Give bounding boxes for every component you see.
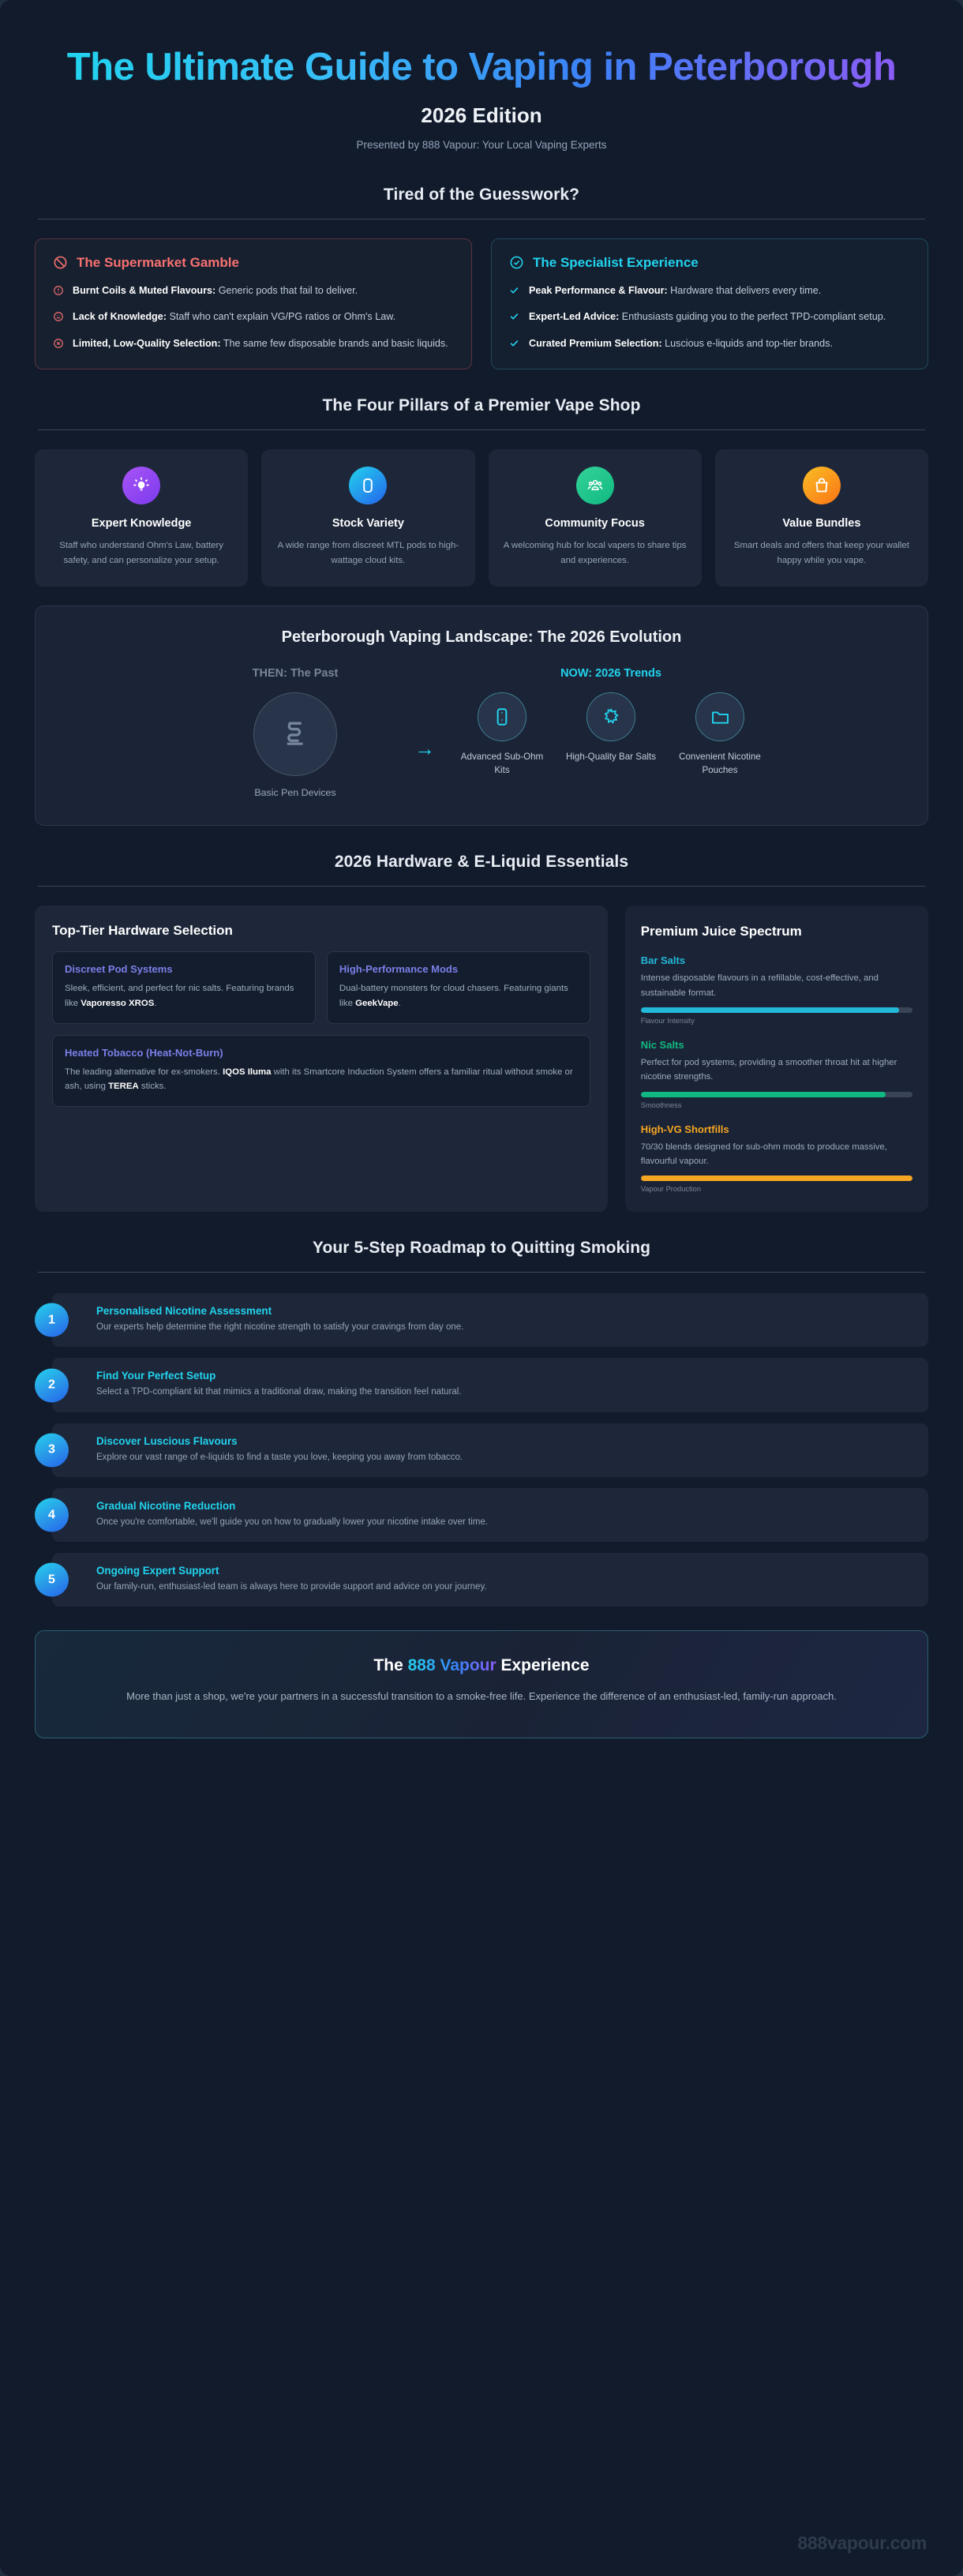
divider (38, 1272, 925, 1273)
check-icon (509, 338, 521, 352)
alert-circle-icon (53, 285, 65, 299)
step-title: Discover Luscious Flavours (96, 1434, 238, 1447)
card-title: The Supermarket Gamble (77, 254, 239, 270)
card-desc (65, 1065, 578, 1094)
roadmap-step (48, 1358, 928, 1412)
juice-panel-title: Premium Juice Spectrum (640, 924, 802, 939)
pillar-title: Community Focus (545, 517, 645, 531)
trend-caption: Convenient Nicotine Pouches (679, 752, 761, 776)
pillar-desc: A welcoming hub for local vapers to share tips and experiences. (503, 541, 687, 565)
step-title: Ongoing Expert Support (96, 1565, 219, 1577)
card-title: High-Performance Mods (339, 963, 459, 976)
ban-icon (53, 255, 68, 270)
check-icon (509, 285, 521, 299)
desc-tail: sticks. (138, 1082, 167, 1092)
hero-subtitle: Presented by 888 Vapour: Your Local Vaping Experts (356, 138, 607, 151)
progress-label: Smoothness (640, 1101, 682, 1109)
then-label: THEN: The Past (252, 667, 339, 681)
vape-pod-icon (349, 467, 387, 504)
roadmap-step (48, 1553, 928, 1607)
then-column (197, 667, 394, 798)
pillar-card-expert-knowledge (35, 449, 248, 587)
footer-text: More than just a shop, we're your partners in a successful transition to a smoke-free life. Experience the difference of an enthusiast-led, family-run approach. (126, 1690, 837, 1703)
desc-tail: . (398, 998, 401, 1008)
item-text: Generic pods that fail to deliver. (215, 284, 358, 296)
shopping-bag-icon (803, 467, 841, 504)
card-title: The Specialist Experience (533, 254, 699, 270)
trend-item (564, 692, 658, 778)
hardware-heading: 2026 Hardware & E-Liquid Essentials (334, 853, 629, 872)
progress-fill (641, 1092, 886, 1097)
step-title: Find Your Perfect Setup (96, 1370, 216, 1382)
progress-label: Flavour Intensity (640, 1017, 695, 1026)
item-bold: Burnt Coils & Muted Flavours: (73, 284, 216, 296)
step-desc: Our experts help determine the right nicotine strength to satisfy your cravings from day one. (96, 1322, 464, 1333)
item-bold: Limited, Low-Quality Selection: (73, 337, 221, 349)
footer-section (35, 1630, 928, 1738)
landscape-section (35, 606, 928, 826)
step-number: 5 (35, 1563, 69, 1597)
card-title: Discreet Pod Systems (65, 963, 173, 976)
roadmap-section (35, 1239, 928, 1607)
juice-item-bar-salts (641, 954, 912, 1025)
footer-title (91, 1656, 872, 1675)
juice-item-nic-salts (641, 1039, 912, 1109)
pillars-section (35, 396, 928, 587)
step-number: 4 (35, 1498, 69, 1532)
juice-desc: Perfect for pod systems, providing a smoother throat hit at higher nicotine strengths. (640, 1058, 897, 1082)
pillars-heading: The Four Pillars of a Premier Vape Shop (322, 396, 641, 415)
progress-track (641, 1007, 912, 1013)
step-desc: Once you're comfortable, we'll guide you on how to gradually lower your nicotine intake over time. (96, 1517, 488, 1527)
pillar-title: Expert Knowledge (91, 517, 192, 531)
users-group-icon (576, 467, 614, 504)
vape-pen-icon (253, 692, 337, 776)
step-desc: Our family-run, enthusiast-led team is always here to provide support and advice on your journey. (96, 1582, 487, 1592)
brand-name: TEREA (108, 1082, 139, 1092)
hardware-card-heated-tobacco (52, 1035, 590, 1108)
brand-name: GeekVape (355, 998, 399, 1008)
roadmap-step (48, 1488, 928, 1542)
edition-label: 2026 Edition (421, 103, 542, 127)
pillar-title: Stock Variety (332, 517, 404, 531)
juice-desc: 70/30 blends designed for sub-ohm mods to produce massive, flavourful vapour. (640, 1142, 887, 1166)
item-text: Enthusiasts guiding you to the perfect TPD-compliant setup. (619, 311, 886, 323)
pillar-card-value-bundles (715, 449, 928, 587)
hardware-card-mods (327, 951, 590, 1024)
card-desc (65, 981, 303, 1011)
progress-track (641, 1176, 912, 1181)
desc-lead: Dual-battery monsters for cloud chasers. Featuring giants like (339, 984, 568, 1008)
step-desc: Select a TPD-compliant kit that mimics a traditional draw, making the transition feel natural. (96, 1387, 462, 1397)
hardware-section (35, 853, 928, 1212)
divider (38, 886, 925, 887)
progress-label: Vapour Production (640, 1185, 702, 1194)
x-circle-icon (53, 338, 65, 352)
desc-tail: . (154, 998, 157, 1008)
frown-icon (53, 311, 65, 325)
card-title: Heated Tobacco (Heat-Not-Burn) (65, 1046, 223, 1059)
list-item (53, 336, 454, 352)
brand-name: 888 Vapour (407, 1656, 496, 1675)
desc-mid: with its Smartcore Induction System offers a familiar ritual without smoke or ash, using (65, 1067, 573, 1092)
juice-panel (625, 906, 928, 1212)
card-desc (339, 981, 578, 1011)
item-text: Staff who can't explain VG/PG ratios or Ohm's Law. (166, 311, 396, 323)
landscape-heading: Peterborough Vaping Landscape: The 2026 Evolution (281, 628, 682, 647)
now-label: NOW: 2026 Trends (560, 667, 661, 681)
item-bold: Expert-Led Advice: (529, 311, 620, 323)
item-text: Hardware that delivers every time. (667, 284, 822, 296)
pillar-card-stock-variety (261, 449, 474, 587)
check-circle-icon (509, 255, 524, 270)
specialist-experience-card (491, 238, 928, 370)
list-item (509, 336, 910, 352)
trend-item (455, 692, 549, 778)
item-bold: Lack of Knowledge: (73, 311, 167, 323)
step-number: 1 (35, 1303, 69, 1337)
juice-name: High-VG Shortfills (640, 1123, 729, 1135)
pouch-folder-icon (695, 692, 744, 741)
trend-caption: High-Quality Bar Salts (565, 752, 657, 763)
pillar-desc: A wide range from discreet MTL pods to high-wattage cloud kits. (277, 541, 459, 565)
watermark: 888vapour.com (797, 2533, 927, 2553)
brand-name: Vaporesso XROS (81, 998, 155, 1008)
divider (38, 429, 925, 430)
brand-name: IQOS Iluma (223, 1067, 272, 1077)
progress-fill (641, 1176, 912, 1181)
check-icon (509, 311, 521, 325)
step-number: 2 (35, 1368, 69, 1402)
desc-lead: The leading alternative for ex-smokers. (65, 1067, 223, 1077)
juice-name: Bar Salts (640, 954, 686, 967)
pillar-desc: Smart deals and offers that keep your wallet happy while you vape. (733, 541, 909, 565)
step-title: Gradual Nicotine Reduction (96, 1499, 236, 1512)
pillar-card-community-focus (489, 449, 702, 587)
juice-item-shortfills (641, 1123, 912, 1194)
comparison-heading: Tired of the Guesswork? (383, 185, 580, 204)
hardware-panel-title: Top-Tier Hardware Selection (52, 923, 233, 939)
footer-title-post: Experience (496, 1656, 590, 1675)
arrow-icon: → (414, 737, 435, 761)
list-item (509, 309, 910, 325)
pillar-desc: Staff who understand Ohm's Law, battery safety, and can personalize your setup. (59, 541, 223, 565)
hardware-card-pod-systems (52, 951, 316, 1024)
progress-fill (641, 1007, 899, 1013)
then-caption: Basic Pen Devices (254, 787, 336, 799)
lightbulb-icon (122, 467, 160, 504)
item-text: Luscious e-liquids and top-tier brands. (661, 337, 833, 349)
item-bold: Curated Premium Selection: (529, 337, 662, 349)
mod-device-icon (478, 692, 526, 741)
card-header (509, 255, 910, 271)
step-number: 3 (35, 1433, 69, 1467)
page-title: The Ultimate Guide to Vaping in Peterborough (66, 46, 897, 88)
hardware-panel (35, 906, 608, 1212)
footer-title-pre: The (373, 1656, 408, 1675)
step-desc: Explore our vast range of e-liquids to find a taste you love, keeping you away from tobacco. (96, 1452, 463, 1462)
roadmap-heading: Your 5-Step Roadmap to Quitting Smoking (312, 1239, 651, 1258)
comparison-section (35, 186, 928, 370)
item-bold: Peak Performance & Flavour: (529, 284, 668, 296)
list-item (53, 309, 454, 325)
pillar-title: Value Bundles (782, 517, 861, 531)
list-item (509, 283, 910, 299)
supermarket-gamble-card (35, 238, 472, 370)
hero-section (35, 24, 928, 159)
item-text: The same few disposable brands and basic liquids. (220, 337, 448, 349)
burst-icon (586, 692, 635, 741)
roadmap-step (48, 1293, 928, 1347)
roadmap-step (48, 1423, 928, 1477)
step-title: Personalised Nicotine Assessment (96, 1305, 272, 1318)
progress-track (641, 1092, 912, 1097)
card-header (53, 255, 454, 271)
trend-caption: Advanced Sub-Ohm Kits (460, 752, 544, 776)
juice-desc: Intense disposable flavours in a refillable, cost-effective, and sustainable format. (640, 973, 879, 998)
desc-lead: Sleek, efficient, and perfect for nic salts. Featuring brands like (65, 984, 294, 1008)
list-item (53, 283, 454, 299)
trend-item (673, 692, 766, 778)
juice-name: Nic Salts (640, 1039, 684, 1052)
now-column (455, 667, 766, 778)
